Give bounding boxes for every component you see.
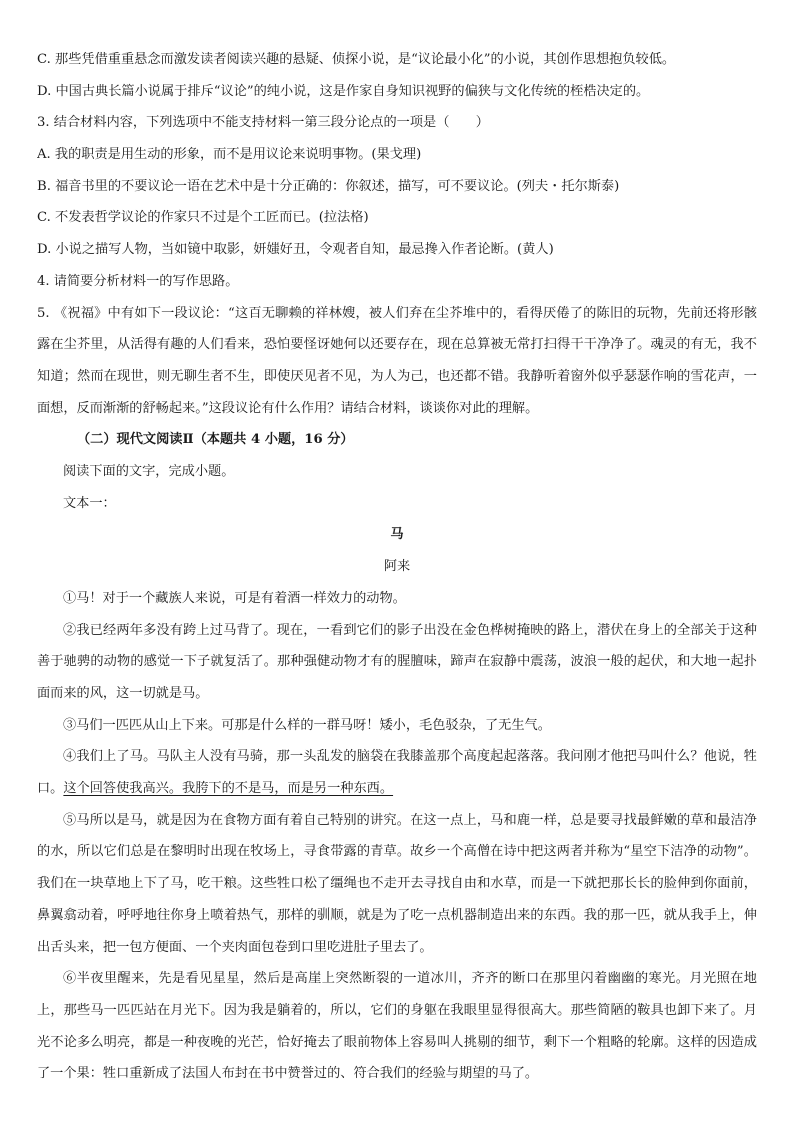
article-author: 阿来 xyxy=(383,559,411,575)
section-heading: （二）现代文阅读Ⅱ（本题共 4 小题，16 分） xyxy=(77,432,354,448)
paragraph-5: ⑤马所以是马，就是因为在食物方面有着自己特别的讲究。在这一点上，马和鹿一样，总是要寻找最鲜嫩的草和最洁净的水，所以它们总是在黎明时出现在牧场上，寻食带露的青草。故乡一个高僧在诗中把这两者并称为“星空下洁净的动物”。我们在一块草地上下了马，吃干粮。这些牲口松了缰绳也不走开去寻找自由和水草，而是一下就把那长长的脸伸到你面前，鼻翼翕动着，呼呼地往你身上喷着热气，那样的驯顺，就是为了吃一点机器制造出来的东西。我的那一匹，就从我手上，伸出舌头来，把一包方便面、一个夹肉面包卷到口里吃进肚子里去了。 xyxy=(37,812,757,955)
paragraph-4-text: ④我们上了马。马队主人没有马骑，那一头乱发的脑袋在我膝盖那个高度起起落落。我问刚才他把马叫什么？他说，牲口。 xyxy=(37,749,757,797)
reading-instruction: 阅读下面的文字，完成小题。 xyxy=(63,464,235,480)
q4-stem: 4. 请简要分析材料一的写作思路。 xyxy=(37,273,239,289)
q5-stem: 5. 《祝福》中有如下一段议论：“这百无聊赖的祥林嫂，被人们弃在尘芥堆中的，看得厌倦了的陈旧的玩物，先前还将形骸露在尘芥里，从活得有趣的人们看来，恐怕要怪讶她何以还要存在，现在总算被无常打扫得干干净净了。魂灵的有无，我不知道；然而在现世，则无聊生者不生，即使厌见者不见，为人为己，也还都不错。我静听着窗外似乎瑟瑟作响的雪花声，一面想，反而渐渐的舒畅起来。”这段议论有什么作用？请结合材料，谈谈你对此的理解。 xyxy=(37,305,757,416)
q3-option-d: D. 小说之描写人物，当如镜中取影，妍媸好丑，令观者自知，最忌搀入作者论断。(黄人) xyxy=(37,242,554,258)
q3-stem: 3. 结合材料内容，下列选项中不能支持材料一第三段分论点的一项是（ ） xyxy=(37,115,489,131)
article-title: 马 xyxy=(390,527,404,543)
q3-option-b: B. 福音书里的不要议论一语在艺术中是十分正确的：你叙述，描写，可不要议论。(列夫・托尔斯泰) xyxy=(37,178,620,194)
paragraph-2: ②我已经两年多没有跨上过马背了。现在，一看到它们的影子出没在金色桦树掩映的路上，潜伏在身上的全部关于这种善于驰骋的动物的感觉一下子就复活了。那种强健动物才有的腥膻味，蹄声在寂静中震荡，波浪一般的起伏，和大地一起扑面而来的风，这一切就是马。 xyxy=(37,622,757,701)
document-page xyxy=(37,44,757,1090)
q3-option-a: A. 我的职责是用生动的形象，而不是用议论来说明事物。(果戈理) xyxy=(37,147,422,163)
paragraph-4-underlined: 这个回答使我高兴。我胯下的不是马，而是另一种东西。 xyxy=(63,781,394,797)
text-label: 文本一： xyxy=(63,495,116,511)
paragraph-6: ⑥半夜里醒来，先是看见星星，然后是高崖上突然断裂的一道冰川，齐齐的断口在那里闪着幽幽的寒光。月光照在地上，那些马一匹匹站在月光下。因为我是躺着的，所以，它们的身躯在我眼里显得很高大。那些简陋的鞍具也卸下来了。月光不论多么明亮，都是一种夜晚的光芒，恰好掩去了眼前物体上容易叫人挑剔的细节，剩下一个粗略的轮廓。这样的因造成了一个果：牲口重新成了法国人布封在书中赞誉过的、符合我们的经验与期望的马了。 xyxy=(37,971,757,1082)
q2-option-c: C. 那些凭借重重悬念而激发读者阅读兴趣的悬疑、侦探小说，是“议论最小化”的小说，其创作思想抱负较低。 xyxy=(37,52,676,67)
q2-option-d: D. 中国古典长篇小说属于排斥“议论”的纯小说，这是作家自身知识视野的偏狭与文化传统的桎梏决定的。 xyxy=(37,83,650,99)
paragraph-1: ①马！对于一个藏族人来说，可是有着酒一样效力的动物。 xyxy=(63,590,406,606)
paragraph-3: ③马们一匹匹从山上下来。可那是什么样的一群马呀！矮小，毛色驳杂，了无生气。 xyxy=(63,717,551,733)
q3-option-c: C. 不发表哲学议论的作家只不过是个工匠而已。(拉法格) xyxy=(37,210,369,226)
paragraph-4 xyxy=(37,741,757,804)
